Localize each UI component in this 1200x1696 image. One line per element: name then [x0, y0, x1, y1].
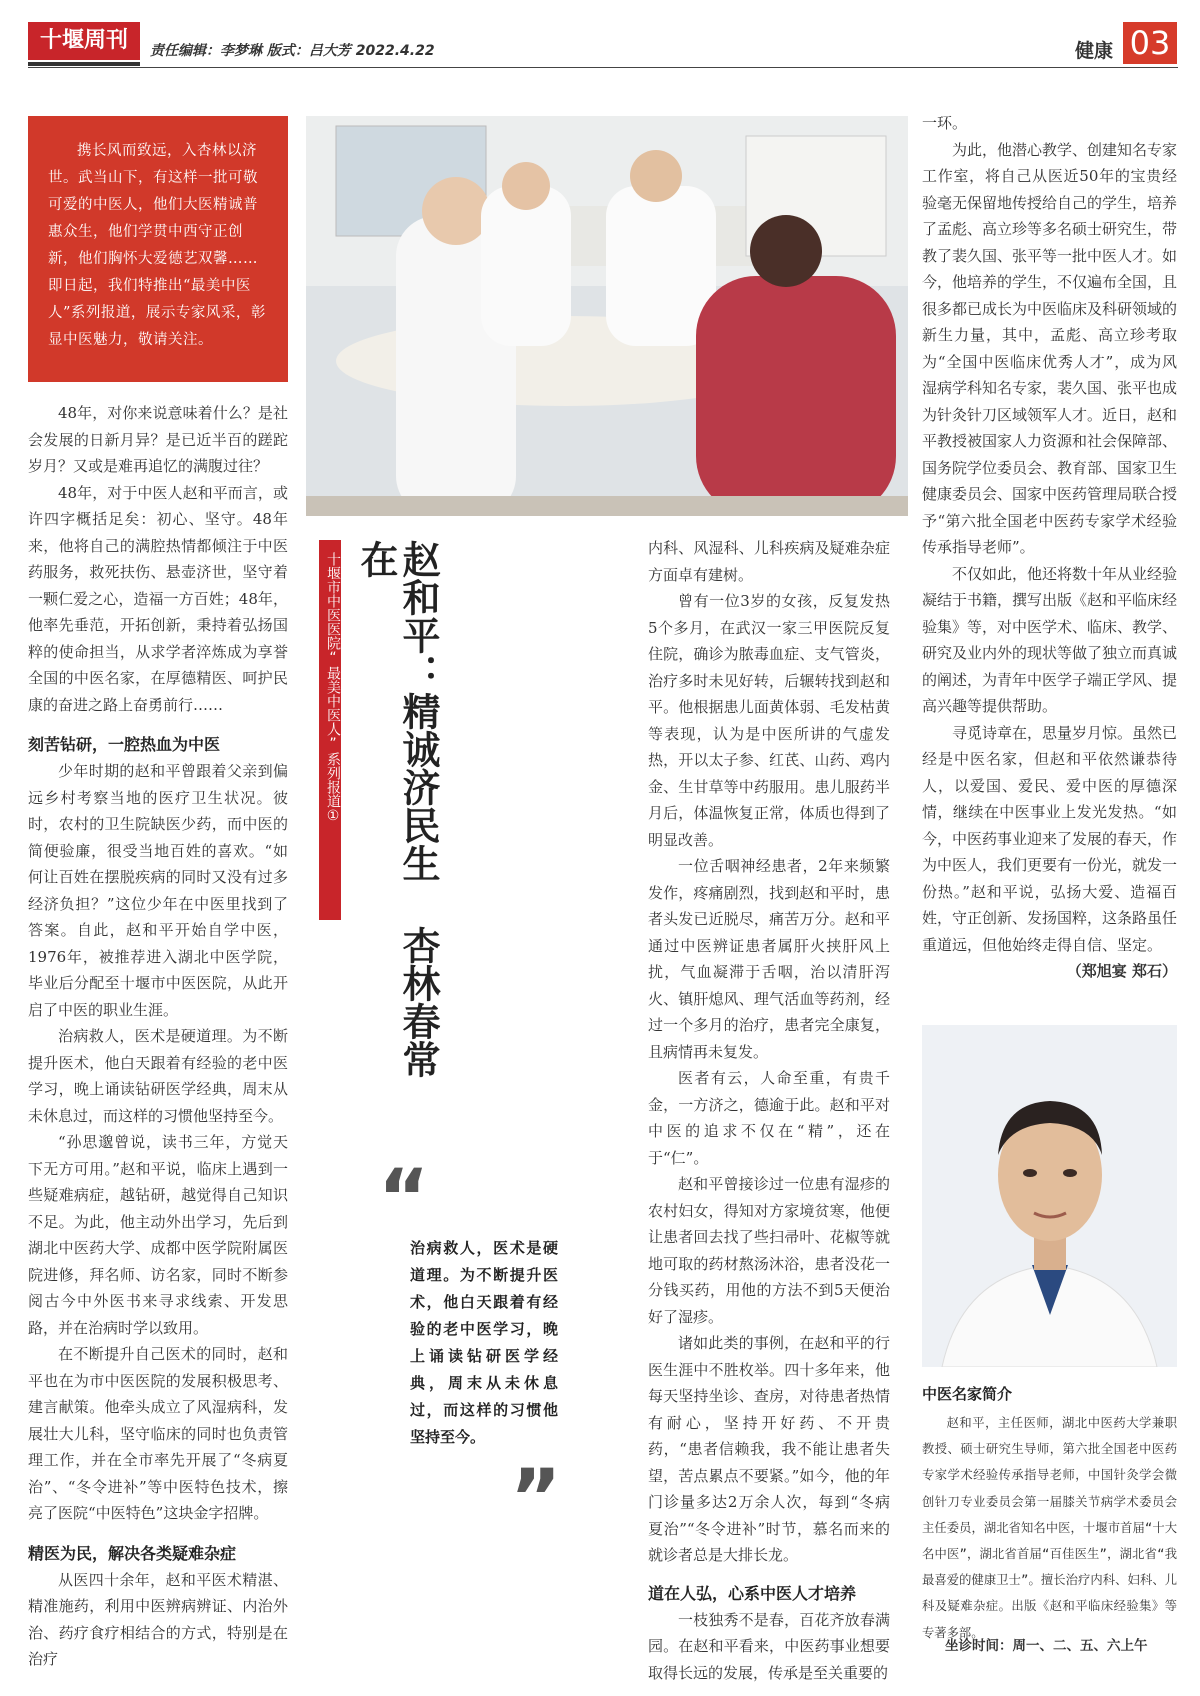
bio-title: 中医名家简介: [922, 1385, 1013, 1403]
portrait-photo: [922, 1025, 1177, 1367]
page-number: 03: [1123, 22, 1177, 64]
paragraph: 治病救人，医术是硬道理。为不断提升医术，他白天跟着有经验的老中医学习，晚上诵读钻研医学经典，周末从未休息过，而这样的习惯他坚持至今。: [28, 1027, 288, 1125]
paragraph: 为此，他潜心教学、创建知名专家工作室，将自己从医近50年的宝贵经验毫无保留地传授给自己的学生，培养了孟彪、高立珍等多名硕士研究生，带教了裴久国、张平等一批中医人才。如今，他培养的学生，不仅遍布全国，且很多都已成长为中医临床及科研领域的新生力量，其中，孟彪、高立珍考取为“全国中医临床优秀人才”，成为风湿病学科知名专家，裴久国、张平也成为针灸针刀区域领军人才。近日，赵和平教授被国家人力资源和社会保障部、国务院学位委员会、教育部、国家卫生健康委员会、国家中医药管理局联合授予“第六批全国老中医药专家学术经验传承指导老师”。: [922, 140, 1178, 556]
header-divider: [28, 67, 1178, 68]
paragraph: 内科、风湿科、儿科疾病及疑难杂症方面卓有建树。: [648, 539, 890, 584]
masthead-logo: 十堰周刊: [28, 22, 140, 60]
article-column-1: [28, 400, 288, 1673]
section-heading: 道在人弘，心系中医人才培养: [648, 1583, 857, 1603]
paragraph: 少年时期的赵和平曾跟着父亲到偏远乡村考察当地的医疗卫生状况。彼时，农村的卫生院缺医少药，而中医的简便验廉，很受当地百姓的喜欢。“如何让百姓在摆脱疾病的同时又没有过多经济负担？”这位少年在中医里找到了答案。自此，赵和平开始自学中医，1976年，被推荐进入湖北中医学院，毕业后分配至十堰市中医医院，从此开启了中医的职业生涯。: [28, 762, 288, 1019]
paragraph: 48年，对于中医人赵和平而言，或许四字概括足矣：初心、坚守。48年来，他将自己的满腔热情都倾注于中医药服务，救死扶伤、悬壶济世，坚守着一颗仁爱之心，造福一方百姓；48年，他率先垂范，开拓创新，秉持着弘扬国粹的使命担当，从求学者淬炼成为享誉全国的中医名家，在厚德精医、呵护民康的奋进之路上奋勇前行……: [28, 483, 288, 714]
clinic-photo: [306, 116, 908, 516]
paragraph: 不仅如此，他还将数十年从业经验凝结于书籍，撰写出版《赵和平临床经验集》等，对中医学术、临床、教学、研究及业内外的现状等做了独立而真诚的阐述，为青年中医学子端正学风、提高兴趣等提供帮助。: [922, 564, 1178, 715]
bio-text: 赵和平，主任医师，湖北中医药大学兼职教授、硕士研究生导师，第六批全国老中医药专家学术经验传承指导老师，中国针灸学会微创针刀专业委员会第一届膝关节病学术委员会主任委员，湖北省知名中医，十堰市首届“十大名中医”，湖北省首届“百佳医生”，湖北省“我最喜爱的健康卫士”。擅长治疗内科、妇科、儿科及疑难杂症。出版《赵和平临床经验集》等专著多部。: [922, 1416, 1177, 1640]
portrait-illustration: [922, 1025, 1177, 1367]
pull-quote: 治病救人，医术是硬道理。为不断提升医术，他白天跟着有经验的老中医学习，晚上诵读钻研医学经典，周末从未休息过，而这样的习惯他坚持至今。: [410, 1239, 558, 1446]
paragraph: 在不断提升自己医术的同时，赵和平也在为市中医医院的发展积极思考、建言献策。他牵头成立了风湿病科，发展壮大儿科，坚守临床的同时也负责管理工作，并在全市率先开展了“冬病夏治”、“冬令进补”等中医特色技术，擦亮了医院“中医特色”这块金字招牌。: [28, 1345, 288, 1522]
section-name: 健康: [1075, 40, 1114, 62]
editor-credits: 责任编辑：李梦琳 版式：吕大芳 2022.4.22: [150, 43, 435, 59]
clinic-photo-illustration: [306, 116, 908, 516]
quote-close-icon: ”: [510, 1454, 562, 1544]
intro-text: 携长风而致远，入杏林以济世。武当山下，有这样一批可敬可爱的中医人，他们大医精诚普惠众生，他们学贯中西守正创新，他们胸怀大爱德艺双馨……即日起，我们特推出“最美中医人”系列报道，展示专家风采，彰显中医魅力，敬请关注。: [48, 143, 266, 348]
paragraph: 诸如此类的事例，在赵和平的行医生涯中不胜枚举。四十多年来，他每天坚持坐诊、查房，对待患者热情有耐心，坚持开好药、不开贵药，“患者信赖我，我不能让患者失望，苦点累点不要紧。”如今，他的年门诊量多达2万余人次，每到“冬病夏治”“冬令进补”时节，慕名而来的就诊者总是大排长龙。: [648, 1334, 890, 1564]
series-tag-text: 十堰市中医医院“最美中医人”系列报道①: [325, 552, 341, 824]
paragraph: 一环。: [922, 114, 968, 132]
paragraph: “孙思邈曾说，读书三年，方觉天下无方可用。”赵和平说，临床上遇到一些疑难病症，越钻研，越觉得自己知识不足。为此，他主动外出学习，先后到湖北中医药大学、成都中医学院附属医院进修，拜名师、访名家，同时不断参阅古今中外医书来寻求线索、开发思路，并在治病时学以致用。: [28, 1133, 288, 1337]
paragraph: 一枝独秀不是春，百花齐放春满园。在赵和平看来，中医药事业想要取得长远的发展，传承是至关重要的: [648, 1610, 890, 1682]
paragraph: 寻觅诗章在，思量岁月惊。虽然已经是中医名家，但赵和平依然谦恭待人，以爱国、爱民、爱中医的厚德深情，继续在中医事业上发光发热。“如今，中医药事业迎来了发展的春天，作为中医人，我们更要有一份光，就发一份热。”赵和平说，弘扬大爱、造福百姓，守正创新、发扬国粹，这条路虽任重道远，但他始终走得自信、坚定。: [922, 723, 1178, 954]
clinic-hours: 坐诊时间：周一、二、五、六上午: [945, 1638, 1148, 1654]
series-tag: [319, 540, 341, 920]
intro-box: [28, 116, 288, 382]
quote-open-icon: “: [378, 1154, 430, 1244]
paragraph: 从医四十余年，赵和平医术精湛、精准施药，利用中医辨病辨证、内治外治、药疗食疗相结合的方式，特别是在治疗: [28, 1570, 288, 1668]
paragraph: 一位舌咽神经患者，2年来频繁发作，疼痛剧烈，找到赵和平时，患者头发已近脱尽，痛苦万分。赵和平通过中医辨证患者属肝火挟肝风上扰，气血凝滞于舌咽，治以清肝泻火、镇肝熄风、理气活血等药剂，经过一个多月的治疗，患者完全康复，且病情再未复发。: [648, 857, 890, 1061]
section-heading: 精医为民，解决各类疑难杂症: [28, 1543, 237, 1563]
author-byline: （郑旭宴 郑石）: [1066, 962, 1177, 980]
paragraph: 曾有一位3岁的女孩，反复发热5个多月，在武汉一家三甲医院反复住院，确诊为脓毒血症、支气管炎，治疗多时未见好转，后辗转找到赵和平。他根据患儿面黄体弱、毛发枯黄等表现，认为是中医所讲的气虚发热，开以太子参、红芪、山药、鸡内金、生甘草等中药服用。患儿服药半月后，体温恢复正常，体质也得到了明显改善。: [648, 592, 890, 849]
paragraph: 医者有云，人命至重，有贵千金，一方济之，德逾于此。赵和平对中医的追求不仅在“精”，还在于“仁”。: [648, 1069, 890, 1167]
paragraph: 赵和平曾接诊过一位患有湿疹的农村妇女，得知对方家境贫寒，他便让患者回去找了些扫帚叶、花椒等就地可取的药材熬汤沐浴，患者没花一分钱买药，用他的方法不到5天便治好了湿疹。: [648, 1175, 890, 1326]
article-column-3: [648, 535, 890, 1686]
section-heading: 刻苦钻研，一腔热血为中医: [28, 735, 221, 754]
headline: 赵和平：精诚济民生 杏林春常在: [354, 540, 440, 1078]
paragraph: 48年，对你来说意味着什么？是社会发展的日新月异？是已近半百的蹉跎岁月？又或是难再追忆的满腹过往？: [28, 404, 288, 475]
article-column-4: [922, 110, 1177, 985]
